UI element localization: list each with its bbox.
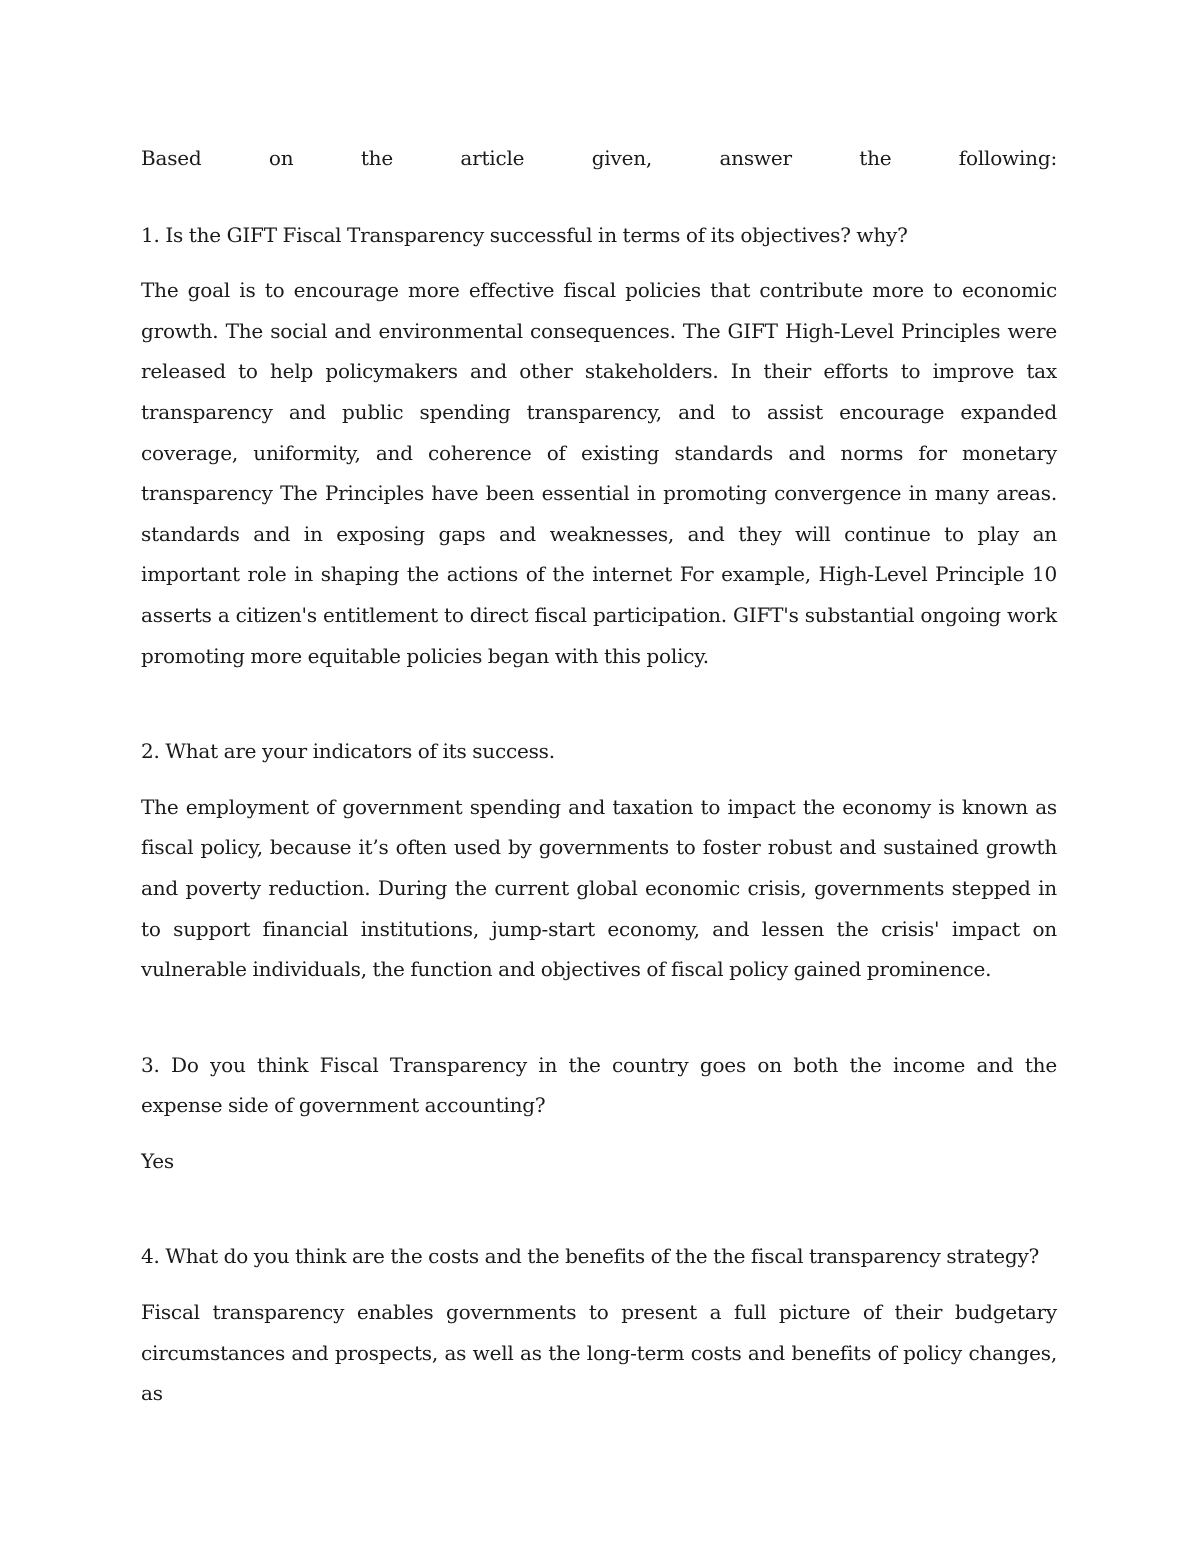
spacer bbox=[141, 1196, 1057, 1236]
answer-3: Yes bbox=[141, 1148, 174, 1173]
question-block-1 bbox=[141, 215, 1057, 677]
document-page bbox=[141, 138, 1057, 1429]
spacer bbox=[141, 1005, 1057, 1045]
intro-text: Based on the article given, answer the following: bbox=[141, 146, 1057, 170]
spacer bbox=[141, 691, 1057, 731]
question-block-4 bbox=[141, 1236, 1057, 1413]
question-1: 1. Is the GIFT Fiscal Transparency successful in terms of its objectives? why? bbox=[141, 222, 908, 247]
answer-2: The employment of government spending and taxation to impact the economy is known as fiscal policy, because it’s often used by governments to foster robust and sustained growth and poverty reduction. During the current global economic crisis, governments stepped in to support financial institutions, jump-start economy, and lessen the crisis' impact on vulnerable individuals, the function and objectives of fiscal policy gained prominence. bbox=[141, 794, 1057, 982]
question-block-3 bbox=[141, 1045, 1057, 1182]
answer-1: The goal is to encourage more effective fiscal policies that contribute more to economic growth. The social and environmental consequences. The GIFT High-Level Principles were released to help policymakers and other stakeholders. In their efforts to improve tax transparency and public spending transparency, and to assist encourage expanded coverage, uniformity, and coherence of existing standards and norms for monetary transparency The Principles have been essential in promoting convergence in many areas. standards and in exposing gaps and weaknesses, and they will continue to play an important role in shaping the actions of the internet For example, High-Level Principle 10 asserts a citizen's entitlement to direct fiscal participation. GIFT's substantial ongoing work promoting more equitable policies began with this policy. bbox=[141, 278, 1057, 668]
question-block-2 bbox=[141, 731, 1057, 990]
question-4: 4. What do you think are the costs and the benefits of the the fiscal transparency strategy? bbox=[141, 1244, 1040, 1269]
answer-4: Fiscal transparency enables governments to present a full picture of their budgetary circumstances and prospects, as well as the long-term costs and benefits of policy changes, as bbox=[141, 1300, 1057, 1406]
question-2: 2. What are your indicators of its success. bbox=[141, 739, 555, 764]
question-3: 3. Do you think Fiscal Transparency in the country goes on both the income and the expense side of government accounting? bbox=[141, 1052, 1057, 1118]
